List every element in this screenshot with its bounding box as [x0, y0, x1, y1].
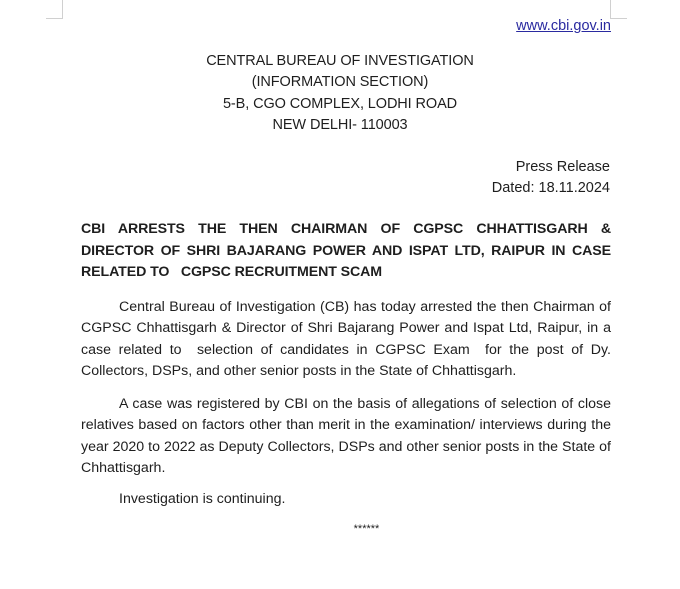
- letterhead: [0, 51, 680, 136]
- release-info: [492, 157, 610, 200]
- website-link[interactable]: www.cbi.gov.in: [516, 18, 611, 34]
- org-section: (INFORMATION SECTION): [251, 74, 429, 91]
- address-line: 5-B, CGO COMPLEX, LODHI ROAD: [222, 95, 458, 112]
- headline: CBI ARRESTS THE THEN CHAIRMAN OF CGPSC CHHATTISGARH & DIRECTOR OF SHRI BAJARANG POWER AND ISPAT LTD, RAIPUR IN CASE RELATED TO CGPSC RECRUITMENT SCAM: [81, 221, 611, 280]
- city-pincode: NEW DELHI- 110003: [272, 116, 408, 133]
- release-date: Dated: 18.11.2024: [491, 180, 610, 197]
- page-corner-mark-right: [610, 0, 627, 19]
- release-type: Press Release: [515, 159, 610, 175]
- page-corner-mark-left: [46, 0, 63, 19]
- org-name: CENTRAL BUREAU OF INVESTIGATION: [206, 53, 474, 69]
- body-paragraph: A case was registered by CBI on the basis of allegations of selection of close relatives based on factors other than merit in the examination/ interviews during the year 2020 to 2022 as Deputy Collectors, DSPs and other senior posts in the State of Chhattisgarh.: [81, 396, 611, 476]
- end-marker: ******: [353, 523, 380, 535]
- body-paragraph: Investigation is continuing.: [119, 491, 286, 507]
- body-paragraph: Central Bureau of Investigation (CB) has today arrested the then Chairman of CGPSC Chhattisgarh & Director of Shri Bajarang Power and Ispat Ltd, Raipur, in a case related to selection of candidates in CGPSC Exam for the post of Dy. Collectors, DSPs, and other senior posts in the State of Chhattisgarh.: [81, 299, 611, 379]
